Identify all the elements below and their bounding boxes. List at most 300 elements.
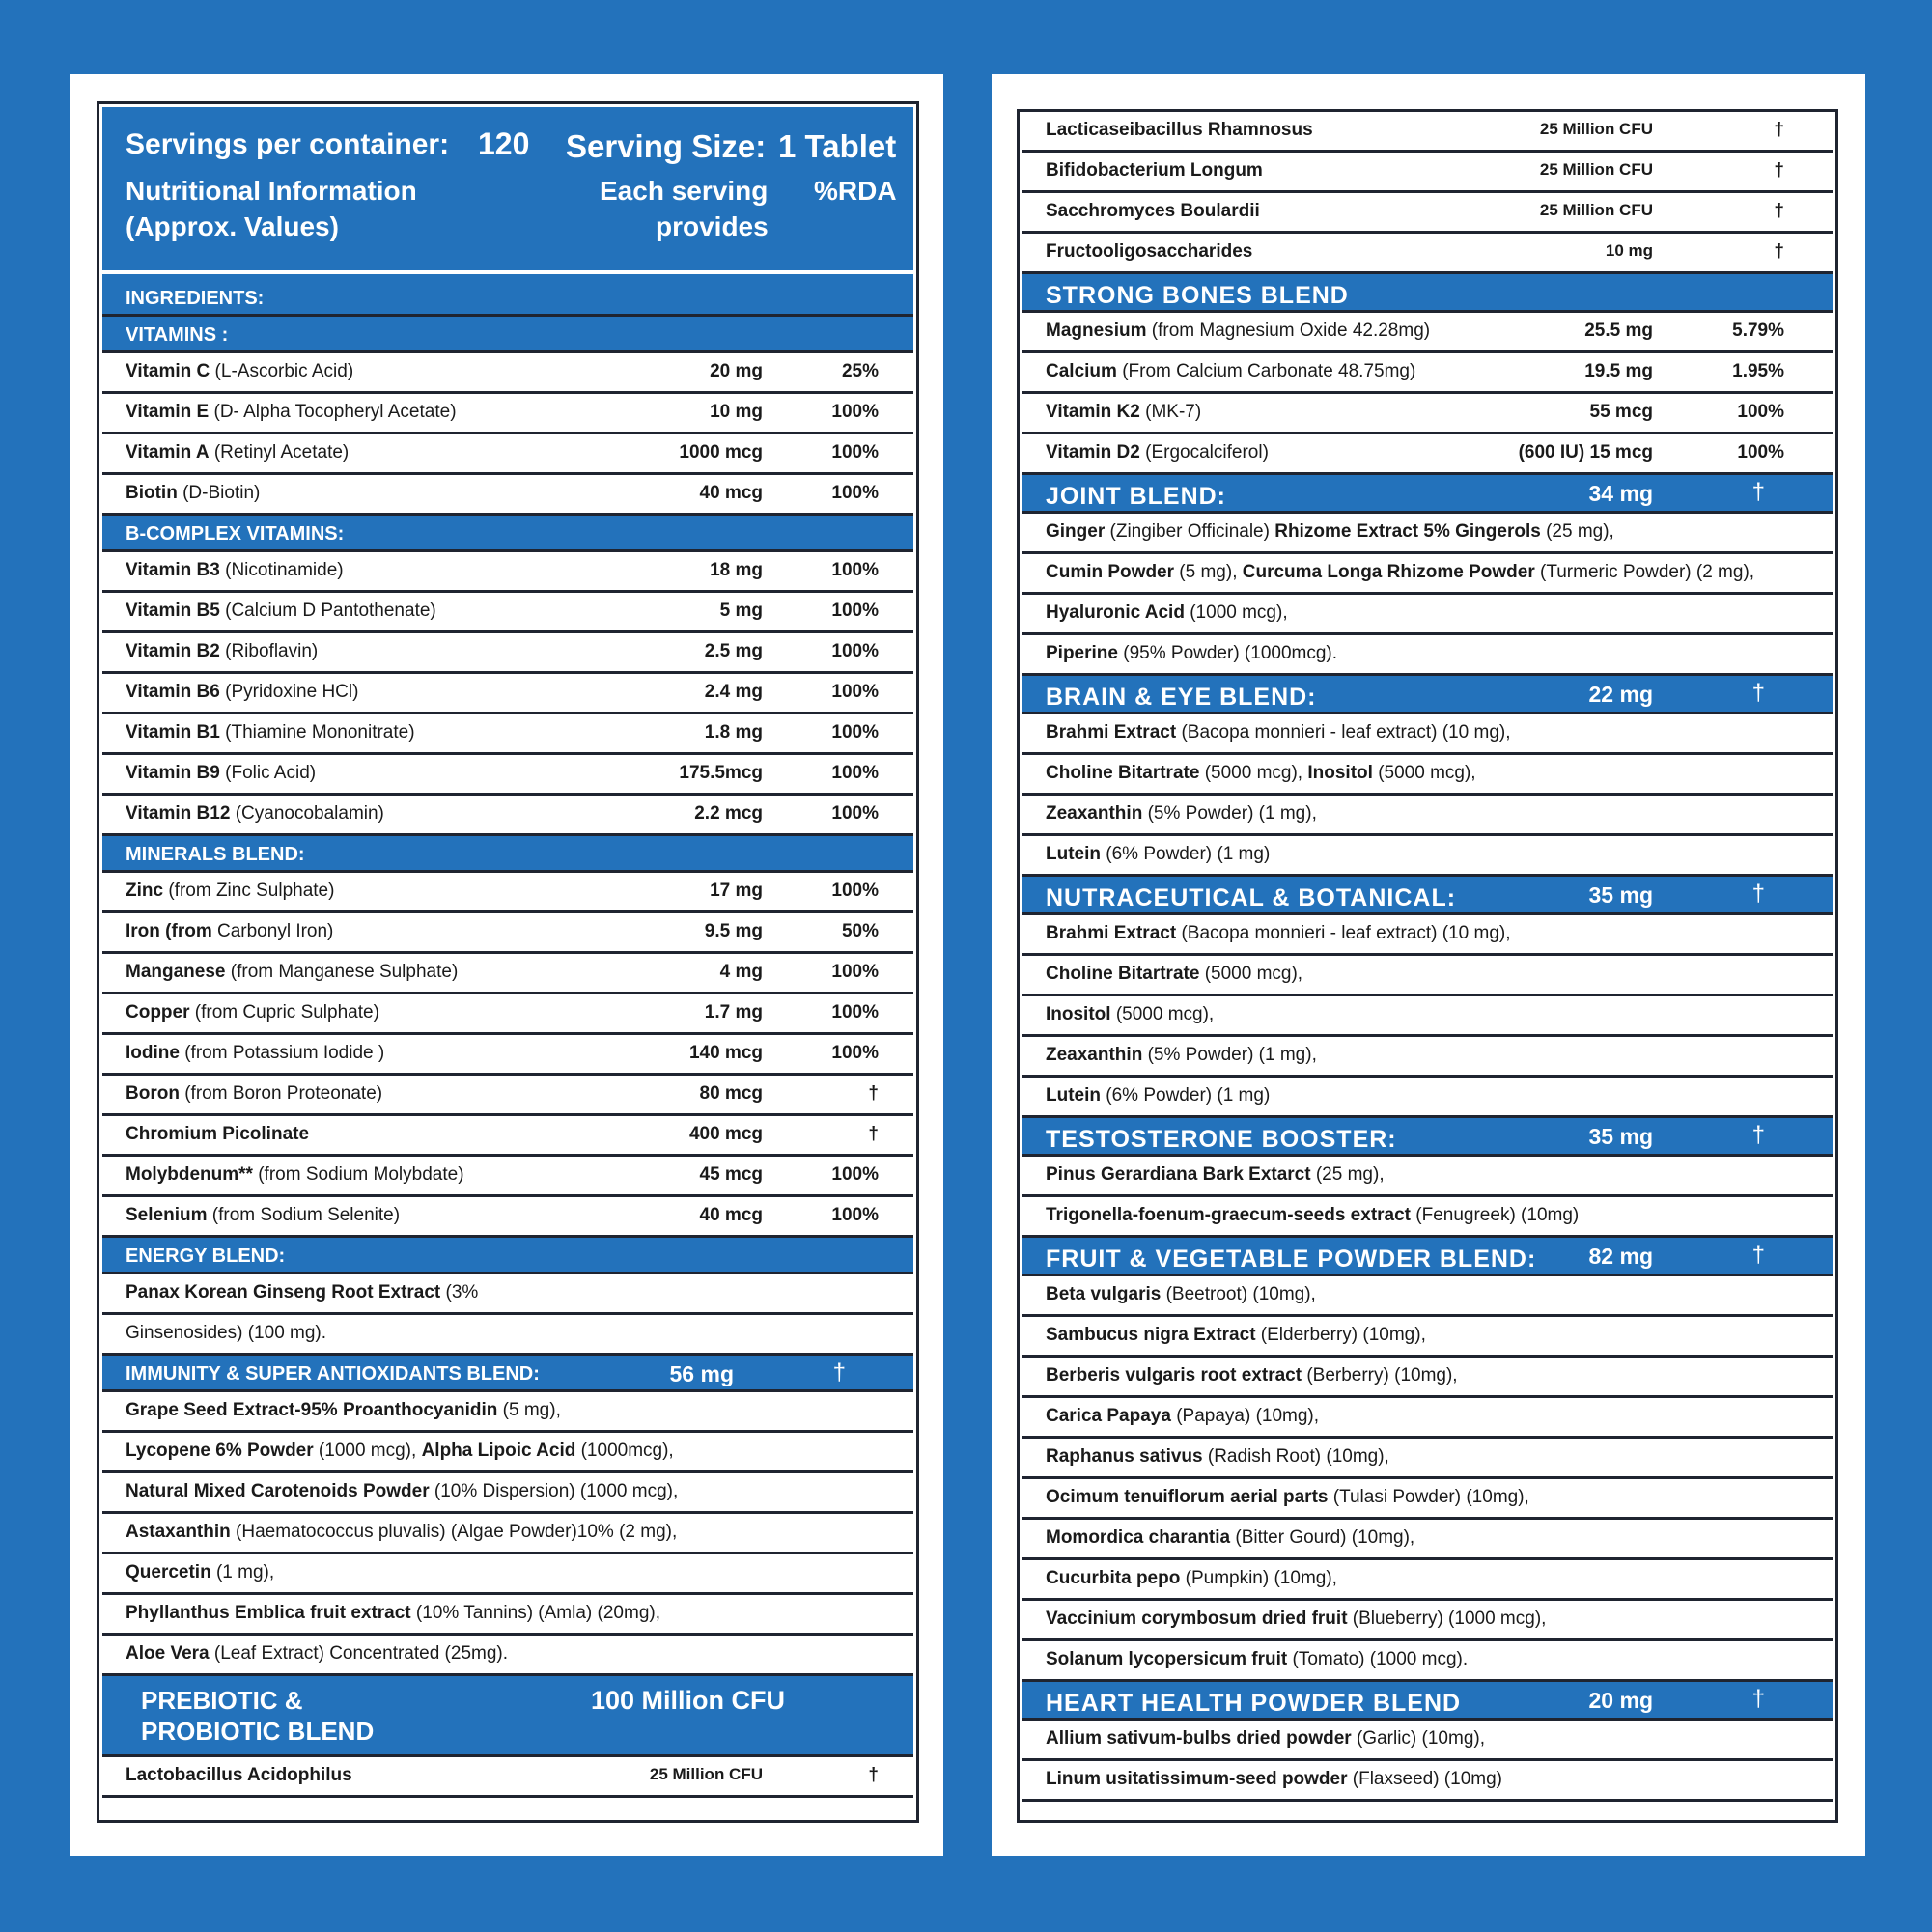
- section-header: [1022, 475, 1833, 514]
- ingredient-bold-2: Curcuma Longa Rhizome Powder: [1242, 562, 1535, 582]
- ingredient-amount: 40 mcg: [699, 1205, 763, 1225]
- ingredient-detail: (1 mg),: [210, 1562, 275, 1582]
- ingredient-rda: 100%: [831, 722, 879, 742]
- section-rda: †: [1751, 881, 1765, 907]
- ingredient-bold: Solanum lycopersicum fruit: [1046, 1649, 1288, 1669]
- section-header: [1022, 1682, 1833, 1721]
- ingredient-bold: Lactobacillus Acidophilus: [126, 1765, 352, 1785]
- ingredient-name: [126, 682, 358, 703]
- ingredient-bold: Allium sativum-bulbs dried powder: [1046, 1728, 1352, 1749]
- ingredient-row: [1022, 1560, 1833, 1601]
- section-rda: †: [1751, 1122, 1765, 1148]
- ingredient-row: [102, 475, 913, 516]
- ingredient-detail: (Radish Root) (10mg),: [1202, 1446, 1389, 1467]
- section-header: [102, 1356, 913, 1392]
- supplement-facts-table-right: [1017, 109, 1838, 1823]
- ingredient-row: [1022, 1197, 1833, 1238]
- ingredient-row: [1022, 1078, 1833, 1118]
- ingredient-name: [1046, 1527, 1414, 1549]
- ingredient-bold: Hyaluronic Acid: [1046, 602, 1185, 623]
- section-rda: †: [1751, 1242, 1765, 1268]
- ingredient-name: [126, 402, 457, 423]
- ingredient-row: [102, 714, 913, 755]
- ingredient-rda: 100%: [1737, 442, 1784, 462]
- ingredient-row: [102, 1514, 913, 1554]
- ingredient-detail: (Bacopa monnieri - leaf extract) (10 mg),: [1176, 923, 1511, 943]
- ingredient-name: [1046, 241, 1252, 263]
- ingredient-name: [1046, 1568, 1337, 1589]
- ingredient-name: [126, 483, 260, 504]
- ingredient-row: [102, 1274, 913, 1315]
- ingredient-bold: Cumin Powder: [1046, 562, 1175, 582]
- section-amount: 35 mg: [1588, 882, 1653, 908]
- section-rda: †: [1751, 1686, 1765, 1712]
- ingredient-detail: (5000 mcg),: [1199, 763, 1308, 783]
- ingredient-row: [102, 796, 913, 836]
- ingredient-detail: (Blueberry) (1000 mcg),: [1347, 1609, 1547, 1629]
- ingredient-bold-2: Alpha Lipoic Acid: [421, 1441, 576, 1461]
- ingredient-detail: (Leaf Extract) Concentrated (25mg).: [209, 1643, 509, 1664]
- ingredient-name: [1046, 1045, 1317, 1066]
- ingredient-row: [102, 1595, 913, 1636]
- ingredient-name: [1046, 803, 1317, 825]
- ingredient-row: [102, 353, 913, 394]
- serving-size-label: Serving Size:: [566, 128, 767, 164]
- ingredient-bold: Lycopene 6% Powder: [126, 1441, 314, 1461]
- ingredient-detail: (10% Dispersion) (1000 mcg),: [429, 1481, 679, 1501]
- section-rda: †: [1751, 479, 1765, 505]
- ingredient-row: [1022, 714, 1833, 755]
- ingredient-name: [126, 1400, 561, 1421]
- ingredient-bold: Chromium Picolinate: [126, 1124, 310, 1144]
- ingredient-name: [126, 1043, 384, 1064]
- ingredient-detail-2: (Turmeric Powder) (2 mg),: [1534, 562, 1755, 582]
- ingredient-row: [102, 1636, 913, 1676]
- section-header: [1022, 877, 1833, 915]
- ingredient-detail: (Bacopa monnieri - leaf extract) (10 mg),: [1176, 722, 1511, 742]
- ingredient-bold: Iodine: [126, 1043, 180, 1063]
- ingredient-name: [1046, 602, 1288, 624]
- ingredient-name: [1046, 1004, 1214, 1025]
- section-title: IMMUNITY & SUPER ANTIOXIDANTS BLEND:: [126, 1363, 540, 1385]
- ingredient-detail: (Tulasi Powder) (10mg),: [1328, 1487, 1529, 1507]
- ingredient-row: [1022, 234, 1833, 274]
- ingredient-rda: †: [1774, 201, 1784, 221]
- ingredient-bold: Vitamin B5: [126, 601, 220, 621]
- ingredient-detail: (from Manganese Sulphate): [225, 962, 459, 982]
- section-header: [102, 836, 913, 873]
- ingredient-bold: Sambucus nigra Extract: [1046, 1325, 1256, 1345]
- provides-label: provides: [656, 211, 769, 241]
- section-header: [1022, 1238, 1833, 1276]
- ingredient-detail: (Ergocalciferol): [1139, 442, 1269, 462]
- ingredient-name: [1046, 1164, 1385, 1186]
- ingredient-bold: Calcium: [1046, 361, 1117, 381]
- ingredient-rda: †: [1774, 241, 1784, 262]
- ingredient-rda: 100%: [831, 962, 879, 982]
- section-rda: †: [1751, 680, 1765, 706]
- ingredient-detail: (Haematococcus pluvalis) (Algae Powder)10% (2 mg),: [230, 1522, 678, 1542]
- ingredient-name: [1046, 201, 1260, 222]
- ingredient-bold: Raphanus sativus: [1046, 1446, 1203, 1467]
- ingredient-bold: Zinc: [126, 881, 164, 901]
- ingredient-name: [1046, 402, 1201, 423]
- ingredient-bold: Manganese: [126, 962, 226, 982]
- ingredient-rda: 100%: [831, 682, 879, 702]
- ingredient-rda: 100%: [831, 442, 879, 462]
- ingredient-rda: †: [868, 1124, 879, 1144]
- ingredient-bold: Lutein: [1046, 844, 1101, 864]
- ingredient-name: [126, 442, 349, 463]
- ingredient-row: [1022, 554, 1833, 595]
- section-title: NUTRACEUTICAL & BOTANICAL:: [1046, 884, 1457, 911]
- ingredient-amount: 1.7 mg: [704, 1002, 763, 1022]
- ingredient-name: [126, 803, 384, 825]
- ingredient-amount: 175.5mcg: [679, 763, 763, 783]
- section-amount: 82 mg: [1588, 1244, 1653, 1269]
- servings-label: Servings per container:: [126, 128, 450, 160]
- ingredient-name: [126, 921, 333, 942]
- ingredient-bold: Berberis vulgaris root extract: [1046, 1365, 1302, 1386]
- ingredient-name: [126, 1205, 400, 1226]
- ingredient-row: [102, 913, 913, 954]
- ingredient-rda: †: [1774, 160, 1784, 181]
- ingredient-detail: (Fenugreek) (10mg): [1411, 1205, 1580, 1225]
- ingredient-name: [126, 1002, 379, 1023]
- ingredient-row: [102, 994, 913, 1035]
- ingredient-name: [126, 1765, 352, 1786]
- ingredient-row: [1022, 996, 1833, 1037]
- ingredient-bold: Vitamin B6: [126, 682, 220, 702]
- ingredient-detail: (from Sodium Selenite): [207, 1205, 401, 1225]
- ingredient-bold: Grape Seed Extract-95% Proanthocyanidin: [126, 1400, 498, 1420]
- ingredient-row: [102, 1157, 913, 1197]
- ingredient-detail: (5 mg),: [1174, 562, 1243, 582]
- ingredient-name: [1046, 844, 1270, 865]
- ingredient-name: [126, 601, 436, 622]
- ingredient-rda: 1.95%: [1732, 361, 1784, 381]
- ingredient-amount: 10 mg: [1605, 241, 1653, 260]
- ingredient-bold: Trigonella-foenum-graecum-seeds extract: [1046, 1205, 1411, 1225]
- ingredient-bold: Carica Papaya: [1046, 1406, 1171, 1426]
- ingredient-bold: Brahmi Extract: [1046, 923, 1177, 943]
- ingredient-detail: (Folic Acid): [219, 763, 317, 783]
- ingredient-detail: (6% Powder) (1 mg): [1101, 1085, 1271, 1106]
- ingredient-rda: 25%: [841, 361, 879, 381]
- ingredient-row: [1022, 836, 1833, 877]
- ingredient-bold: Beta vulgaris: [1046, 1284, 1162, 1304]
- nutritional-info-label: Nutritional Information: [126, 176, 417, 206]
- ingredient-name: [126, 962, 458, 983]
- ingredient-rda: 100%: [831, 803, 879, 824]
- ingredient-name: [1046, 1487, 1529, 1508]
- ingredient-amount: 2.2 mcg: [694, 803, 763, 824]
- section-title: STRONG BONES BLEND: [1046, 282, 1349, 309]
- ingredient-row: [1022, 153, 1833, 193]
- ingredient-name: [1046, 923, 1511, 944]
- ingredient-name: [1046, 442, 1269, 463]
- ingredient-detail-2: (1000mcg),: [575, 1441, 674, 1461]
- ingredient-row: [102, 1197, 913, 1238]
- ingredient-row: [1022, 635, 1833, 676]
- ingredient-amount: 45 mcg: [699, 1164, 763, 1185]
- ingredient-bold: Iron (from: [126, 921, 212, 941]
- ingredient-name: [126, 1441, 674, 1462]
- ingredient-detail: (Berberry) (10mg),: [1302, 1365, 1458, 1386]
- ingredient-name: [126, 1522, 677, 1543]
- ingredient-amount: 25 Million CFU: [649, 1765, 763, 1783]
- ingredient-rda: 50%: [841, 921, 879, 941]
- section-header: [1022, 274, 1833, 313]
- ingredient-bold: Fructooligosaccharides: [1046, 241, 1253, 262]
- ingredient-bold: Natural Mixed Carotenoids Powder: [126, 1481, 430, 1501]
- ingredient-bold: Selenium: [126, 1205, 208, 1225]
- ingredient-row: [102, 1076, 913, 1116]
- ingredient-detail: (Pyridoxine HCl): [219, 682, 359, 702]
- servings-value: 120: [478, 126, 530, 161]
- ingredient-name: [126, 763, 316, 784]
- section-amount: 20 mg: [1588, 1688, 1653, 1713]
- ingredient-name: [126, 1323, 326, 1344]
- ingredient-detail: (25 mg),: [1310, 1164, 1385, 1185]
- ingredient-rda: 5.79%: [1732, 321, 1784, 341]
- section-header: [1022, 1118, 1833, 1157]
- ingredient-detail: (Papaya) (10mg),: [1170, 1406, 1320, 1426]
- ingredient-detail: (6% Powder) (1 mg): [1101, 844, 1271, 864]
- ingredient-row: [1022, 595, 1833, 635]
- ingredient-row: [1022, 1317, 1833, 1358]
- ingredient-name: [1046, 643, 1337, 664]
- ingredient-name: [126, 1562, 274, 1583]
- ingredient-name: [126, 560, 344, 581]
- ingredient-name: [1046, 1365, 1458, 1386]
- right-label-panel: [992, 74, 1865, 1856]
- section-title: B-COMPLEX VITAMINS:: [126, 523, 345, 545]
- ingredient-bold: Pinus Gerardiana Bark Extarct: [1046, 1164, 1311, 1185]
- ingredient-bold: Vitamin B1: [126, 722, 220, 742]
- ingredient-bold-2: Inositol: [1307, 763, 1373, 783]
- ingredient-row: [1022, 1761, 1833, 1802]
- ingredient-bold: Vitamin B2: [126, 641, 220, 661]
- ingredient-rda: 100%: [1737, 402, 1784, 422]
- ingredient-row: [102, 1116, 913, 1157]
- ingredient-row: [1022, 394, 1833, 434]
- ingredient-detail: (Flaxseed) (10mg): [1347, 1769, 1502, 1789]
- section-header: [102, 280, 913, 317]
- ingredient-bold: Lutein: [1046, 1085, 1101, 1106]
- ingredient-row: [1022, 1037, 1833, 1078]
- ingredient-bold: Vitamin K2: [1046, 402, 1140, 422]
- ingredient-detail: (Thiamine Mononitrate): [219, 722, 415, 742]
- ingredient-bold: Vitamin C: [126, 361, 210, 381]
- ingredient-rda: 100%: [831, 1043, 879, 1063]
- ingredient-name: [1046, 1284, 1316, 1305]
- ingredient-name: [1046, 562, 1754, 583]
- ingredient-row: [102, 1433, 913, 1473]
- ingredient-name: [1046, 1085, 1270, 1106]
- probiotic-amount: 100 Million CFU: [591, 1686, 786, 1715]
- ingredient-detail: Carbonyl Iron): [211, 921, 334, 941]
- ingredient-detail: (Garlic) (10mg),: [1351, 1728, 1485, 1749]
- ingredient-row: [1022, 755, 1833, 796]
- ingredient-row: [102, 1554, 913, 1595]
- ingredient-bold: Bifidobacterium Longum: [1046, 160, 1263, 181]
- ingredient-name: [1046, 160, 1263, 182]
- ingredient-row: [1022, 1520, 1833, 1560]
- ingredient-bold: Linum usitatissimum-seed powder: [1046, 1769, 1348, 1789]
- ingredient-name: [126, 641, 318, 662]
- probiotic-title-line1: PREBIOTIC &: [141, 1686, 303, 1715]
- ingredient-detail: (5% Powder) (1 mg),: [1142, 803, 1317, 824]
- ingredient-row: [102, 1473, 913, 1514]
- ingredient-amount: 80 mcg: [699, 1083, 763, 1104]
- ingredient-bold-2: Rhizome Extract 5% Gingerols: [1274, 521, 1541, 542]
- ingredient-detail: (5000 mcg),: [1199, 964, 1303, 984]
- ingredient-row: [102, 1392, 913, 1433]
- section-title: INGREDIENTS:: [126, 288, 265, 309]
- ingredient-name: [126, 1481, 678, 1502]
- each-serving-label: Each serving: [600, 176, 769, 206]
- ingredient-name: [1046, 1446, 1389, 1468]
- ingredient-amount: 55 mcg: [1589, 402, 1653, 422]
- ingredient-name: [126, 1643, 508, 1665]
- section-amount: 34 mg: [1588, 481, 1653, 506]
- ingredient-detail: (95% Powder) (1000mcg).: [1117, 643, 1338, 663]
- ingredient-name: [1046, 1205, 1579, 1226]
- ingredient-bold: Choline Bitartrate: [1046, 964, 1200, 984]
- ingredient-bold: Vitamin B3: [126, 560, 220, 580]
- ingredient-rda: 100%: [831, 1205, 879, 1225]
- section-amount: 56 mg: [669, 1361, 734, 1386]
- ingredient-name: [1046, 361, 1415, 382]
- ingredient-rda: 100%: [831, 483, 879, 503]
- ingredient-bold: Copper: [126, 1002, 190, 1022]
- ingredient-amount: 25 Million CFU: [1539, 201, 1653, 219]
- ingredient-name: [126, 1603, 660, 1624]
- ingredient-row: [1022, 1479, 1833, 1520]
- ingredient-detail: (from Sodium Molybdate): [252, 1164, 464, 1185]
- ingredient-detail: (D-Biotin): [177, 483, 261, 503]
- section-header: [102, 1238, 913, 1274]
- ingredient-detail: (from Magnesium Oxide 42.28mg): [1146, 321, 1431, 341]
- ingredient-detail: (10% Tannins) (Amla) (20mg),: [410, 1603, 660, 1623]
- ingredient-row: [1022, 193, 1833, 234]
- ingredient-row: [1022, 1439, 1833, 1479]
- ingredient-bold: Phyllanthus Emblica fruit extract: [126, 1603, 411, 1623]
- ingredient-rda: †: [868, 1083, 879, 1104]
- ingredient-name: [1046, 722, 1511, 743]
- ingredient-row: [102, 1757, 913, 1798]
- ingredient-bold: Biotin: [126, 483, 178, 503]
- left-label-panel: [70, 74, 943, 1856]
- ingredient-bold: Vitamin A: [126, 442, 210, 462]
- ingredient-rda: 100%: [831, 601, 879, 621]
- ingredient-detail: (Pumpkin) (10mg),: [1180, 1568, 1337, 1588]
- ingredient-detail-2: (5000 mcg),: [1372, 763, 1476, 783]
- section-rda: †: [832, 1359, 846, 1386]
- ingredient-bold: Quercetin: [126, 1562, 211, 1582]
- ingredient-rda: †: [1774, 120, 1784, 140]
- ingredient-rda: 100%: [831, 641, 879, 661]
- ingredient-detail: (5 mg),: [497, 1400, 561, 1420]
- ingredient-row: [1022, 1721, 1833, 1761]
- ingredient-amount: 2.5 mg: [704, 641, 763, 661]
- ingredient-bold: Ocimum tenuiflorum aerial parts: [1046, 1487, 1329, 1507]
- ingredient-row: [1022, 514, 1833, 554]
- section-title: HEART HEALTH POWDER BLEND: [1046, 1690, 1462, 1717]
- rda-label: %RDA: [814, 176, 897, 206]
- ingredient-detail: (Retinyl Acetate): [209, 442, 350, 462]
- ingredient-row: [102, 674, 913, 714]
- ingredient-name: [126, 361, 353, 382]
- ingredient-name: [1046, 521, 1614, 543]
- section-header: [102, 317, 913, 353]
- serving-header: [102, 107, 913, 270]
- ingredient-detail: (1000 mcg),: [313, 1441, 422, 1461]
- ingredient-name: [126, 722, 415, 743]
- ingredient-amount: 19.5 mg: [1584, 361, 1653, 381]
- ingredient-detail: (L-Ascorbic Acid): [210, 361, 354, 381]
- ingredient-detail: (From Calcium Carbonate 48.75mg): [1116, 361, 1416, 381]
- ingredient-amount: 20 mg: [710, 361, 763, 381]
- ingredient-row: [102, 1035, 913, 1076]
- ingredient-row: [1022, 434, 1833, 475]
- ingredient-rda: 100%: [831, 763, 879, 783]
- ingredient-row: [102, 394, 913, 434]
- ingredient-name: [1046, 1649, 1468, 1670]
- ingredient-name: [1046, 321, 1430, 342]
- ingredient-row: [102, 1315, 913, 1356]
- ingredient-name: [126, 1124, 309, 1145]
- ingredient-amount: 25 Million CFU: [1539, 120, 1653, 138]
- ingredient-bold: Vaccinium corymbosum dried fruit: [1046, 1609, 1348, 1629]
- ingredient-row: [1022, 1358, 1833, 1398]
- ingredient-name: [126, 1164, 464, 1186]
- ingredient-detail: (Zingiber Officinale): [1105, 521, 1275, 542]
- ingredient-name: [126, 881, 334, 902]
- approx-values-label: (Approx. Values): [126, 211, 339, 241]
- ingredient-row: [1022, 1601, 1833, 1641]
- ingredient-amount: 25.5 mg: [1584, 321, 1653, 341]
- ingredient-amount: 17 mg: [710, 881, 763, 901]
- ingredient-detail: (Beetroot) (10mg),: [1161, 1284, 1316, 1304]
- ingredient-amount: 1000 mcg: [679, 442, 763, 462]
- ingredient-bold: Sacchromyces Boulardii: [1046, 201, 1260, 221]
- supplement-facts-table-left: [97, 101, 919, 1823]
- ingredient-name: [1046, 964, 1302, 985]
- ingredient-row: [102, 593, 913, 633]
- ingredient-row: [102, 954, 913, 994]
- ingredient-bold: Cucurbita pepo: [1046, 1568, 1181, 1588]
- ingredient-detail: (Elderberry) (10mg),: [1255, 1325, 1426, 1345]
- ingredient-detail: (5% Powder) (1 mg),: [1142, 1045, 1317, 1065]
- ingredient-detail: (3%: [440, 1282, 479, 1302]
- ingredient-bold: Vitamin D2: [1046, 442, 1140, 462]
- ingredient-bold: Ginger: [1046, 521, 1106, 542]
- ingredient-row: [1022, 1157, 1833, 1197]
- ingredient-amount: 5 mg: [719, 601, 763, 621]
- ingredient-row: [1022, 956, 1833, 996]
- serving-size-value: 1 Tablet: [778, 128, 897, 164]
- section-title: VITAMINS :: [126, 324, 229, 346]
- ingredient-detail: (Riboflavin): [219, 641, 319, 661]
- ingredient-bold: Boron: [126, 1083, 180, 1104]
- ingredient-amount: 10 mg: [710, 402, 763, 422]
- section-title: FRUIT & VEGETABLE POWDER BLEND:: [1046, 1246, 1537, 1273]
- ingredient-bold: Aloe Vera: [126, 1643, 210, 1664]
- ingredient-amount: 18 mg: [710, 560, 763, 580]
- ingredient-row: [102, 755, 913, 796]
